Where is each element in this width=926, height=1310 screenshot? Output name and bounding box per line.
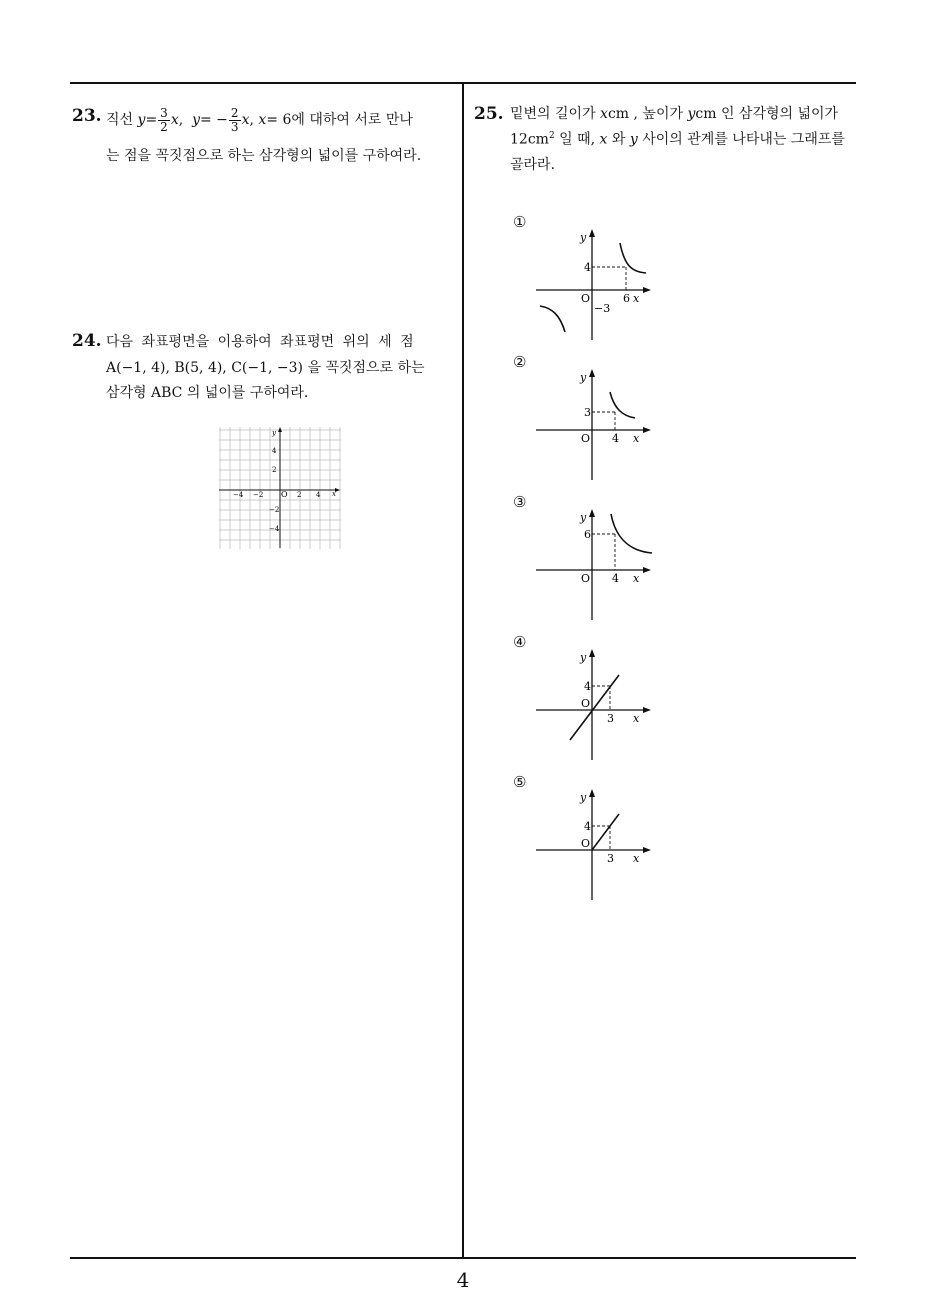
q23-text-2: 에 대하여 서로 만나 [291, 112, 413, 128]
choice-4-graph[interactable] [530, 645, 660, 765]
q25-y: y [629, 131, 638, 148]
tick-label: 4 [612, 572, 619, 585]
q23-x2: x [241, 112, 250, 128]
tick-label: 6 [584, 528, 591, 541]
fraction-denominator: 2 [160, 119, 168, 134]
y-tick-label: 4 [272, 447, 277, 455]
bottom-rule [70, 1257, 856, 1259]
origin-label: O [581, 572, 591, 585]
question-23-line-2: 는 점을 꼭짓점으로 하는 삼각형의 넓이를 구하여라. [106, 148, 422, 164]
x-axis-label: x [633, 572, 640, 585]
q25-x: x [600, 106, 608, 122]
x-axis-arrow [643, 847, 651, 853]
choice-1-label[interactable]: ① [513, 213, 527, 231]
tick-label: 3 [584, 406, 591, 419]
x-axis-arrow [643, 707, 651, 713]
direct-proportion-line [570, 675, 619, 740]
tick-label: 4 [584, 261, 591, 274]
y-axis-label: y [272, 429, 276, 437]
question-24-line-2: A(−1, 4), B(5, 4), C(−1, −3) 을 꼭짓점으로 하는 [106, 360, 425, 376]
choice-4-label[interactable]: ④ [513, 633, 527, 651]
x-tick-label: −4 [233, 491, 244, 499]
x-axis-arrow [643, 427, 651, 433]
q25-text: 사이의 관계를 나타내는 그래프를 [637, 131, 845, 148]
q25-text: 와 [607, 131, 630, 148]
x-tick-label: −2 [253, 491, 264, 499]
choice-3-label[interactable]: ③ [513, 493, 527, 511]
fraction-denominator: 3 [230, 119, 239, 134]
q25-text: 밑변의 길이가 [510, 106, 601, 122]
question-24-line-3: 삼각형 ABC 의 넓이를 구하여라. [106, 385, 309, 401]
question-25-line-3: 골라라. [510, 157, 556, 173]
q25-text: cm , 높이가 [607, 106, 688, 122]
origin-label: O [281, 490, 288, 499]
fraction-numerator: 2 [230, 105, 239, 120]
q23-eq2: = − [200, 112, 228, 128]
tick-label: 6 [623, 292, 630, 305]
origin-label: O [581, 837, 591, 850]
hyperbola-branch-q3 [540, 306, 565, 332]
y-axis-arrow [589, 369, 595, 377]
question-25-line-1 [510, 107, 838, 121]
fraction-3-2 [158, 107, 170, 133]
y-axis-arrow [589, 509, 595, 517]
q23-eq: = [145, 112, 158, 128]
tick-label: 4 [584, 820, 591, 833]
y-tick-label: −4 [269, 525, 280, 533]
q25-text: cm 인 삼각형의 넓이가 [695, 106, 839, 122]
q25-area-exponent: 2 [548, 131, 555, 141]
q23-x1: x [170, 112, 179, 128]
y-axis-label: y [580, 231, 587, 244]
x-axis-label: x [332, 490, 336, 498]
choice-5-graph[interactable] [530, 785, 660, 905]
q23-y2: y [192, 112, 200, 128]
hyperbola-branch [610, 392, 635, 418]
tick-label: 3 [607, 712, 614, 725]
origin-label: O [581, 697, 591, 710]
tick-label: 3 [607, 852, 614, 865]
y-axis-label: y [580, 371, 587, 384]
question-24-number: 24. [72, 331, 102, 351]
q25-text: 일 때, [554, 131, 600, 148]
tick-label: 4 [612, 432, 619, 445]
fraction-2-3 [229, 107, 241, 133]
q23-x3: x [258, 112, 267, 128]
tick-label: 4 [584, 680, 591, 693]
q23-sep2: , [249, 112, 254, 128]
x-axis-arrow [643, 287, 651, 293]
y-axis-arrow [589, 229, 595, 237]
question-25-number: 25. [474, 104, 504, 124]
x-tick-label: 4 [316, 491, 321, 499]
y-axis-arrow [589, 789, 595, 797]
question-23-number: 23. [72, 106, 102, 126]
question-23-line-1 [106, 102, 413, 138]
tick-label: −3 [594, 302, 611, 315]
q23-sep: , [178, 112, 184, 128]
x-axis-label: x [633, 432, 640, 445]
y-tick-label: 2 [272, 466, 277, 474]
x-axis-arrow [643, 567, 651, 573]
y-tick-label: −2 [269, 506, 280, 514]
question-24-line-1: 다음 좌표평면을 이용하여 좌표평면 위의 세 점 [106, 334, 414, 350]
choice-2-label[interactable]: ② [513, 353, 527, 371]
q25-area: 12cm [510, 131, 549, 148]
question-25-line-2 [510, 132, 845, 147]
q23-text: 직선 [106, 112, 134, 128]
hyperbola-branch-q1 [620, 243, 646, 273]
x-axis-label: x [633, 852, 640, 865]
direct-proportion-ray [592, 814, 619, 850]
origin-label: O [581, 432, 591, 445]
choice-2-graph[interactable] [530, 365, 660, 485]
x-tick-label: 2 [297, 491, 302, 499]
choice-1-graph[interactable] [530, 225, 660, 345]
y-axis-label: y [580, 651, 587, 664]
y-axis-arrow [589, 649, 595, 657]
x-axis-label: x [633, 292, 640, 305]
choice-5-label[interactable]: ⑤ [513, 773, 527, 791]
origin-label: O [581, 292, 591, 305]
coordinate-grid [219, 427, 341, 549]
choice-3-graph[interactable] [530, 505, 660, 625]
q23-eq3: = 6 [266, 112, 292, 128]
q23-y1: y [137, 112, 146, 128]
page-number: 4 [456, 1268, 470, 1292]
hyperbola-branch [611, 514, 652, 553]
q25-x: x [599, 131, 608, 148]
x-axis-label: x [633, 712, 640, 725]
q25-y: y [687, 106, 696, 122]
y-axis-label: y [580, 511, 587, 524]
y-axis-arrow [278, 427, 282, 432]
column-divider [462, 82, 464, 1259]
fraction-numerator: 3 [160, 105, 168, 120]
y-axis-label: y [580, 791, 587, 804]
